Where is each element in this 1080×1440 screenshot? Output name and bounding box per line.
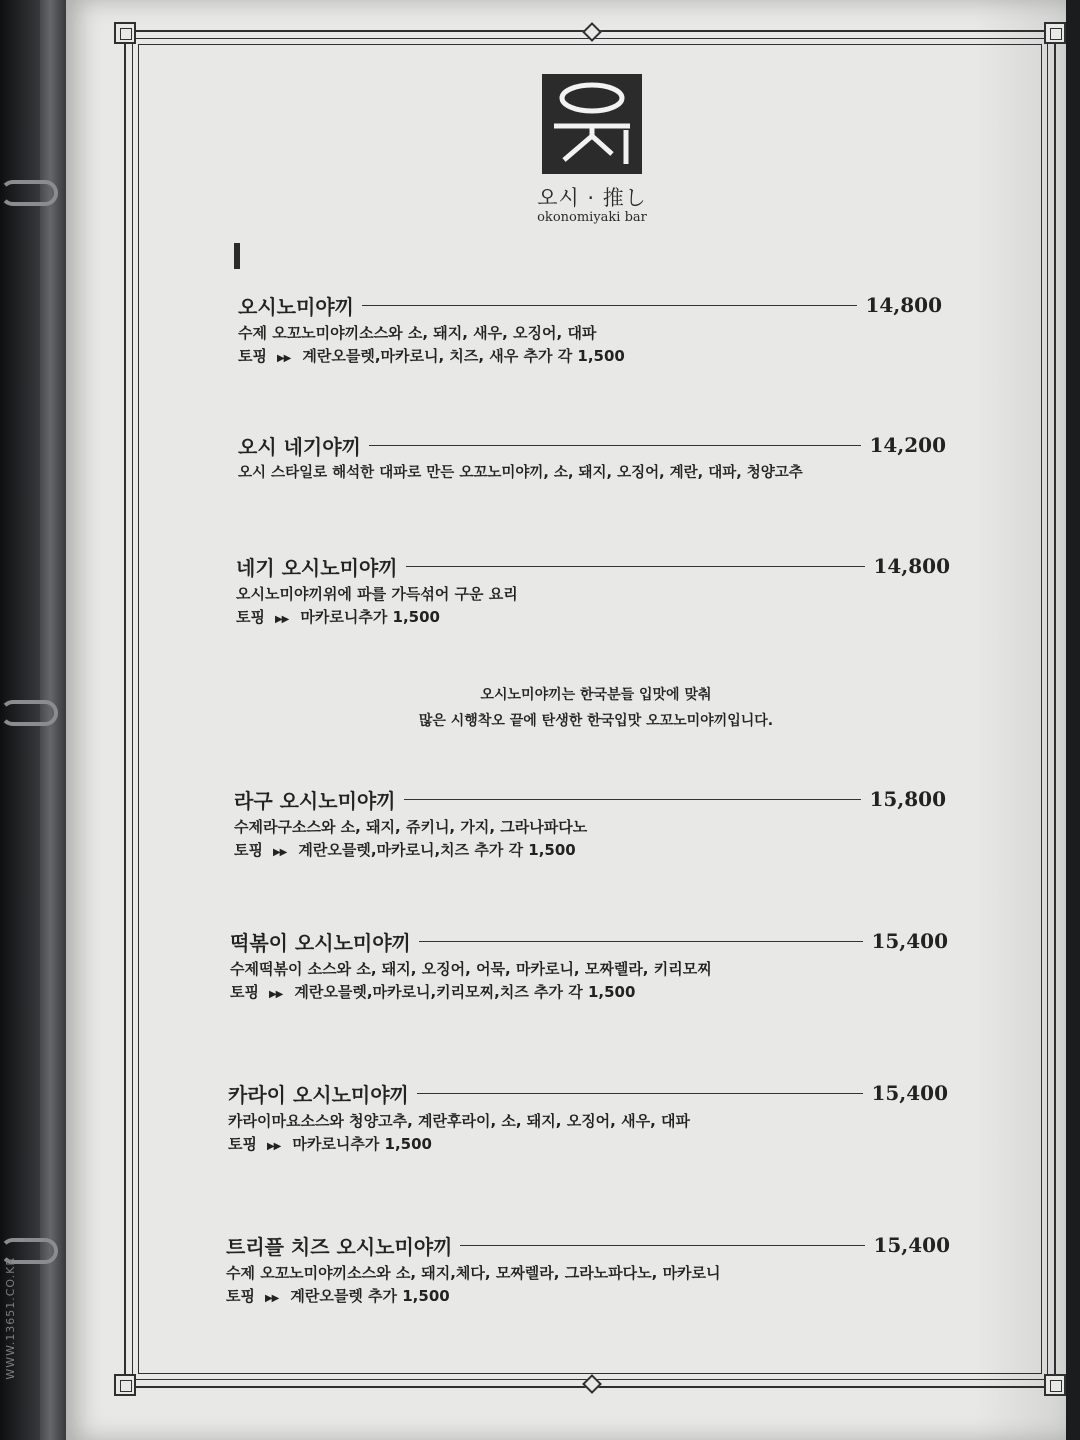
section-marker (234, 243, 240, 269)
frame-corner-ornament (1044, 22, 1066, 44)
topping-label: 토핑 (234, 841, 263, 859)
menu-item-description: 수제 오꼬노미야끼소스와 소, 돼지, 새우, 오징어, 대파 (238, 324, 597, 342)
menu-item-description: 오시 스타일로 해석한 대파로 만든 오꼬노미야끼, 소, 돼지, 오징어, 계란, 대파, 청양고추 (238, 465, 803, 481)
leader-line (417, 1093, 864, 1094)
arrow-icon: ▶▶ (274, 614, 289, 625)
topping-text: 계란오믈렛 추가 1,500 (290, 1287, 450, 1305)
topping-text: 마카로니추가 1,500 (292, 1135, 432, 1153)
menu-item-price: 15,800 (869, 787, 946, 811)
topping-text: 계란오믈렛,마카로니, 치즈, 새우 추가 각 1,500 (302, 347, 625, 365)
menu-item-name: 오시노미야끼 (238, 294, 354, 319)
menu-item-name: 라구 오시노미야끼 (234, 788, 396, 813)
menu-item-topping (230, 981, 948, 1006)
menu-item-price: 15,400 (871, 1081, 948, 1105)
menu-item-name: 카라이 오시노미야끼 (228, 1082, 409, 1107)
topping-text: 계란오믈렛,마카로니,치즈 추가 각 1,500 (298, 841, 576, 859)
topping-text: 마카로니추가 1,500 (300, 608, 440, 626)
leader-line (460, 1245, 865, 1246)
menu-item-price: 15,400 (871, 929, 948, 953)
topping-label: 토핑 (228, 1135, 257, 1153)
arrow-icon: ▶▶ (276, 353, 291, 364)
topping-label: 토핑 (238, 347, 267, 365)
menu-item-description: 수제 오꼬노미야끼소스와 소, 돼지,체다, 모짜렐라, 그라노파다노, 마카로니 (226, 1264, 721, 1282)
menu-item (230, 926, 948, 1006)
topping-label: 토핑 (230, 983, 259, 1001)
binder-url-text: WWW.13651.CO.KR (4, 1257, 17, 1380)
binder-ring (0, 180, 58, 206)
leader-line (419, 941, 864, 942)
binder-ring (0, 700, 58, 726)
leader-line (362, 305, 858, 306)
menu-item-topping (226, 1285, 950, 1310)
arrow-icon: ▶▶ (268, 989, 283, 1000)
leader-line (404, 799, 862, 800)
frame-corner-ornament (1044, 1374, 1066, 1396)
arrow-icon: ▶▶ (272, 847, 287, 858)
menu-item-name: 오시 네기야끼 (238, 434, 361, 459)
arrow-icon: ▶▶ (264, 1293, 279, 1304)
leader-line (369, 445, 862, 446)
menu-item-price: 14,200 (869, 433, 946, 457)
topping-label: 토핑 (236, 608, 265, 626)
brand-name: 오시 · 推し (537, 186, 647, 210)
menu-item (234, 784, 946, 864)
topping-text: 계란오믈렛,마카로니,키리모찌,치즈 추가 각 1,500 (294, 983, 636, 1001)
menu-item-topping (228, 1133, 948, 1158)
menu-item-topping (234, 839, 946, 864)
menu-item-topping (238, 345, 942, 370)
menu-page (66, 0, 1066, 1440)
menu-item (238, 430, 946, 485)
menu-item-price: 14,800 (873, 554, 950, 578)
arrow-icon: ▶▶ (266, 1141, 281, 1152)
menu-item-description: 오시노미야끼위에 파를 가득섞어 구운 요리 (236, 585, 518, 603)
notice-line: 오시노미야끼는 한국분들 입맛에 맞춰 (480, 687, 712, 703)
logo-mark-icon (542, 74, 642, 174)
frame-corner-ornament (114, 1374, 136, 1396)
topping-label: 토핑 (226, 1287, 255, 1305)
menu-item (238, 290, 942, 370)
leader-line (406, 566, 866, 567)
menu-item-topping (236, 606, 950, 631)
menu-item-name: 트리플 치즈 오시노미야끼 (226, 1234, 453, 1259)
menu-item-name: 떡볶이 오시노미야끼 (230, 930, 411, 955)
menu-item (228, 1078, 948, 1158)
frame-corner-ornament (114, 22, 136, 44)
menu-item (226, 1230, 950, 1310)
menu-item-name: 네기 오시노미야끼 (236, 555, 398, 580)
menu-item (236, 551, 950, 631)
brand-subtitle: okonomiyaki bar (537, 210, 647, 225)
menu-item-price: 14,800 (865, 293, 942, 317)
notice-line: 많은 시행착오 끝에 탄생한 한국입맛 오꼬노미야끼입니다. (418, 713, 774, 729)
menu-notice (396, 682, 796, 734)
menu-item-description: 카라이마요소스와 청양고추, 계란후라이, 소, 돼지, 오징어, 새우, 대파 (228, 1112, 690, 1130)
menu-item-description: 수제라구소스와 소, 돼지, 쥬키니, 가지, 그라나파다노 (234, 818, 588, 836)
menu-item-price: 15,400 (873, 1233, 950, 1257)
menu-item-description: 수제떡볶이 소스와 소, 돼지, 오징어, 어묵, 마카로니, 모짜렐라, 키리모찌 (230, 960, 712, 978)
brand-logo (542, 74, 642, 174)
